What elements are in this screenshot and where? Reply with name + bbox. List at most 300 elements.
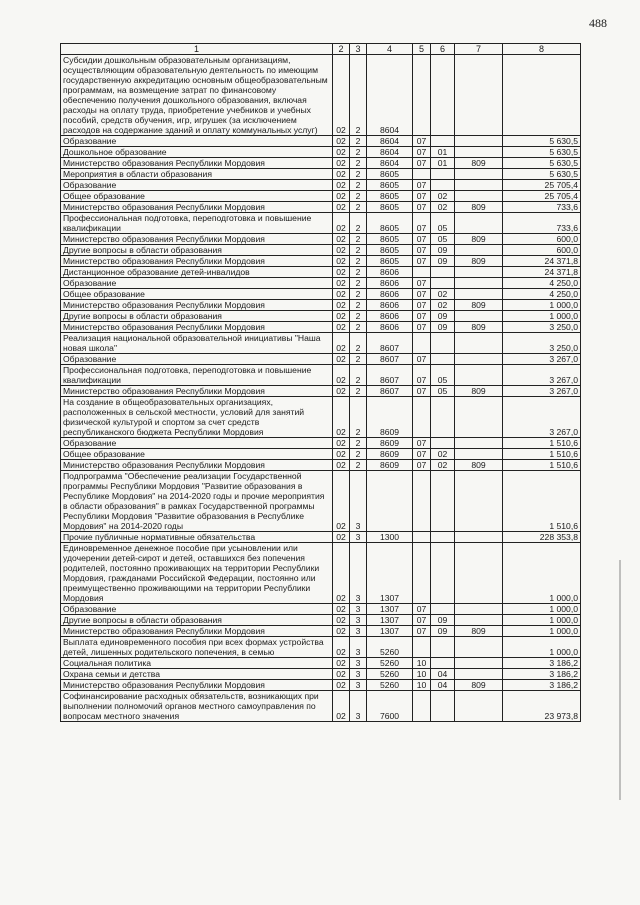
amount-cell: 3 250,0 (503, 333, 581, 354)
header-cell: 2 (333, 44, 350, 55)
code-pr-cell: 2 (350, 449, 367, 460)
table-row (61, 180, 581, 191)
code-pr-cell: 2 (350, 354, 367, 365)
code-subsection-cell: 09 (431, 626, 455, 637)
code-pr-cell: 2 (350, 438, 367, 449)
code-pr-cell: 2 (350, 300, 367, 311)
code-rz-cell: 02 (333, 386, 350, 397)
code-pr-cell: 3 (350, 669, 367, 680)
row-label-cell: Министерство образования Республики Мордовия (61, 202, 333, 213)
code-subsection-cell: 05 (431, 213, 455, 234)
table-row (61, 615, 581, 626)
code-section-cell: 07 (413, 449, 431, 460)
amount-cell: 1 510,6 (503, 460, 581, 471)
code-rz-cell: 02 (333, 158, 350, 169)
code-section-cell (413, 471, 431, 532)
code-pr-cell: 3 (350, 532, 367, 543)
code-rz-cell: 02 (333, 471, 350, 532)
code-section-cell: 07 (413, 438, 431, 449)
row-label-cell: Дистанционное образование детей-инвалидов (61, 267, 333, 278)
code-section-cell: 07 (413, 604, 431, 615)
code-vr-cell: 809 (455, 322, 503, 333)
code-rz-cell: 02 (333, 267, 350, 278)
row-label-cell: Министерство образования Республики Мордовия (61, 158, 333, 169)
code-rz-cell: 02 (333, 365, 350, 386)
amount-cell: 1 000,0 (503, 626, 581, 637)
code-rz-cell: 02 (333, 637, 350, 658)
amount-cell: 1 510,6 (503, 449, 581, 460)
code-rz-cell: 02 (333, 532, 350, 543)
row-label-cell: Министерство образования Республики Мордовия (61, 256, 333, 267)
code-rz-cell: 02 (333, 180, 350, 191)
code-section-cell: 10 (413, 658, 431, 669)
code-vr-cell: 809 (455, 680, 503, 691)
code-vr-cell (455, 604, 503, 615)
code-csr-cell: 8609 (367, 397, 413, 438)
code-subsection-cell: 02 (431, 191, 455, 202)
code-section-cell: 10 (413, 680, 431, 691)
code-pr-cell: 2 (350, 234, 367, 245)
code-section-cell: 10 (413, 669, 431, 680)
row-label-cell: Другие вопросы в области образования (61, 245, 333, 256)
table-row (61, 158, 581, 169)
amount-cell: 25 705,4 (503, 191, 581, 202)
table-row (61, 680, 581, 691)
row-label-cell: Образование (61, 180, 333, 191)
code-vr-cell (455, 669, 503, 680)
code-csr-cell: 8605 (367, 180, 413, 191)
code-vr-cell (455, 615, 503, 626)
code-rz-cell: 02 (333, 202, 350, 213)
header-cell: 7 (455, 44, 503, 55)
row-label-cell: Подпрограмма "Обеспечение реализации Государственной программы Республики Мордовия "Развитие образования в Республике Мордовия" на 2014-2020 годы и прочие мероприятия в области образования" в рамках Государственной программы Республики Мордовия "Развитие образования в Республике Мордовия" на 2014-2020 годы (61, 471, 333, 532)
code-subsection-cell: 02 (431, 202, 455, 213)
table-row (61, 365, 581, 386)
row-label-cell: Профессиональная подготовка, переподготовка и повышение квалификации (61, 213, 333, 234)
code-vr-cell: 809 (455, 386, 503, 397)
code-pr-cell: 2 (350, 460, 367, 471)
table-row (61, 278, 581, 289)
table-row (61, 604, 581, 615)
table-header-row (61, 44, 581, 55)
code-vr-cell (455, 311, 503, 322)
code-rz-cell: 02 (333, 354, 350, 365)
code-vr-cell: 809 (455, 460, 503, 471)
amount-cell: 3 186,2 (503, 658, 581, 669)
amount-cell: 3 250,0 (503, 322, 581, 333)
table-row (61, 333, 581, 354)
code-pr-cell: 3 (350, 626, 367, 637)
row-label-cell: Образование (61, 438, 333, 449)
header-cell: 5 (413, 44, 431, 55)
code-pr-cell: 2 (350, 202, 367, 213)
code-vr-cell (455, 438, 503, 449)
code-rz-cell: 02 (333, 543, 350, 604)
code-subsection-cell: 01 (431, 147, 455, 158)
amount-cell: 1 510,6 (503, 471, 581, 532)
code-vr-cell (455, 637, 503, 658)
code-section-cell: 07 (413, 460, 431, 471)
code-rz-cell: 02 (333, 449, 350, 460)
code-vr-cell: 809 (455, 158, 503, 169)
code-csr-cell: 8605 (367, 169, 413, 180)
code-pr-cell: 2 (350, 289, 367, 300)
code-section-cell: 07 (413, 386, 431, 397)
code-csr-cell: 8604 (367, 147, 413, 158)
amount-cell: 25 705,4 (503, 180, 581, 191)
code-subsection-cell (431, 471, 455, 532)
code-vr-cell (455, 245, 503, 256)
code-vr-cell (455, 658, 503, 669)
code-vr-cell (455, 213, 503, 234)
code-subsection-cell (431, 543, 455, 604)
amount-cell: 24 371,8 (503, 267, 581, 278)
code-pr-cell: 3 (350, 680, 367, 691)
code-section-cell: 07 (413, 213, 431, 234)
code-pr-cell: 2 (350, 136, 367, 147)
code-section-cell: 07 (413, 626, 431, 637)
code-pr-cell: 3 (350, 615, 367, 626)
code-pr-cell: 2 (350, 169, 367, 180)
code-csr-cell: 8607 (367, 333, 413, 354)
table-row (61, 386, 581, 397)
amount-cell: 3 267,0 (503, 397, 581, 438)
code-csr-cell: 8606 (367, 278, 413, 289)
code-rz-cell: 02 (333, 604, 350, 615)
code-rz-cell: 02 (333, 300, 350, 311)
code-csr-cell: 8607 (367, 365, 413, 386)
code-subsection-cell (431, 267, 455, 278)
amount-cell: 733,6 (503, 213, 581, 234)
code-csr-cell: 8604 (367, 136, 413, 147)
code-rz-cell: 02 (333, 234, 350, 245)
table-row (61, 658, 581, 669)
code-csr-cell: 1307 (367, 604, 413, 615)
row-label-cell: Министерство образования Республики Мордовия (61, 322, 333, 333)
code-pr-cell: 2 (350, 311, 367, 322)
table-row (61, 669, 581, 680)
code-csr-cell: 8605 (367, 245, 413, 256)
amount-cell: 1 000,0 (503, 604, 581, 615)
code-pr-cell: 2 (350, 333, 367, 354)
code-pr-cell: 2 (350, 256, 367, 267)
table-row (61, 322, 581, 333)
code-vr-cell: 809 (455, 234, 503, 245)
header-cell: 8 (503, 44, 581, 55)
code-rz-cell: 02 (333, 213, 350, 234)
table-row (61, 191, 581, 202)
code-section-cell (413, 532, 431, 543)
row-label-cell: Министерство образования Республики Мордовия (61, 460, 333, 471)
code-csr-cell: 8605 (367, 256, 413, 267)
code-csr-cell: 8604 (367, 55, 413, 136)
amount-cell: 600,0 (503, 234, 581, 245)
code-vr-cell (455, 278, 503, 289)
code-subsection-cell: 09 (431, 322, 455, 333)
code-csr-cell: 1307 (367, 615, 413, 626)
table-row (61, 234, 581, 245)
code-pr-cell: 2 (350, 245, 367, 256)
code-csr-cell (367, 471, 413, 532)
code-subsection-cell (431, 55, 455, 136)
code-csr-cell: 1300 (367, 532, 413, 543)
scan-edge-mark (619, 560, 621, 800)
table-row (61, 169, 581, 180)
code-section-cell (413, 169, 431, 180)
code-rz-cell: 02 (333, 256, 350, 267)
code-subsection-cell (431, 136, 455, 147)
table-row (61, 691, 581, 722)
code-pr-cell: 2 (350, 278, 367, 289)
row-label-cell: Мероприятия в области образования (61, 169, 333, 180)
code-pr-cell: 2 (350, 397, 367, 438)
table-row (61, 136, 581, 147)
code-csr-cell: 8606 (367, 300, 413, 311)
code-rz-cell: 02 (333, 191, 350, 202)
code-csr-cell: 7600 (367, 691, 413, 722)
row-label-cell: Общее образование (61, 289, 333, 300)
code-vr-cell (455, 55, 503, 136)
code-subsection-cell (431, 438, 455, 449)
code-vr-cell: 809 (455, 202, 503, 213)
code-subsection-cell: 02 (431, 449, 455, 460)
code-rz-cell: 02 (333, 333, 350, 354)
code-pr-cell: 3 (350, 637, 367, 658)
code-subsection-cell (431, 604, 455, 615)
table-row (61, 147, 581, 158)
code-vr-cell (455, 169, 503, 180)
code-vr-cell (455, 543, 503, 604)
amount-cell: 4 250,0 (503, 278, 581, 289)
code-section-cell: 07 (413, 234, 431, 245)
amount-cell: 5 630,5 (503, 136, 581, 147)
code-subsection-cell: 04 (431, 680, 455, 691)
code-csr-cell: 8609 (367, 449, 413, 460)
table-row (61, 626, 581, 637)
code-subsection-cell: 02 (431, 289, 455, 300)
code-subsection-cell: 09 (431, 311, 455, 322)
amount-cell: 23 973,8 (503, 691, 581, 722)
amount-cell: 733,6 (503, 202, 581, 213)
code-csr-cell: 8605 (367, 191, 413, 202)
page-number: 488 (589, 16, 607, 30)
row-label-cell: Образование (61, 354, 333, 365)
code-subsection-cell: 05 (431, 234, 455, 245)
code-pr-cell: 2 (350, 55, 367, 136)
code-vr-cell (455, 289, 503, 300)
code-rz-cell: 02 (333, 55, 350, 136)
code-rz-cell: 02 (333, 311, 350, 322)
code-csr-cell: 1307 (367, 543, 413, 604)
code-vr-cell: 809 (455, 626, 503, 637)
row-label-cell: Дошкольное образование (61, 147, 333, 158)
table-row (61, 438, 581, 449)
code-pr-cell: 2 (350, 147, 367, 158)
code-vr-cell (455, 267, 503, 278)
code-section-cell: 07 (413, 300, 431, 311)
code-rz-cell: 02 (333, 658, 350, 669)
table-row (61, 245, 581, 256)
code-csr-cell: 8606 (367, 267, 413, 278)
amount-cell: 228 353,8 (503, 532, 581, 543)
code-section-cell: 07 (413, 191, 431, 202)
code-rz-cell: 02 (333, 245, 350, 256)
amount-cell: 5 630,5 (503, 169, 581, 180)
code-pr-cell: 2 (350, 213, 367, 234)
code-section-cell: 07 (413, 245, 431, 256)
code-section-cell (413, 333, 431, 354)
code-vr-cell (455, 136, 503, 147)
code-subsection-cell (431, 658, 455, 669)
code-rz-cell: 02 (333, 169, 350, 180)
code-pr-cell: 3 (350, 471, 367, 532)
code-section-cell: 07 (413, 180, 431, 191)
table-row (61, 397, 581, 438)
code-section-cell: 07 (413, 278, 431, 289)
row-label-cell: Образование (61, 278, 333, 289)
code-section-cell (413, 637, 431, 658)
row-label-cell: Профессиональная подготовка, переподготовка и повышение квалификации (61, 365, 333, 386)
table-row (61, 213, 581, 234)
code-pr-cell: 2 (350, 191, 367, 202)
code-rz-cell: 02 (333, 136, 350, 147)
code-pr-cell: 3 (350, 604, 367, 615)
code-csr-cell: 5260 (367, 658, 413, 669)
code-vr-cell (455, 147, 503, 158)
code-section-cell: 07 (413, 158, 431, 169)
code-subsection-cell: 05 (431, 365, 455, 386)
table-row (61, 300, 581, 311)
code-pr-cell: 3 (350, 658, 367, 669)
code-rz-cell: 02 (333, 147, 350, 158)
code-csr-cell: 8607 (367, 386, 413, 397)
row-label-cell: Образование (61, 604, 333, 615)
code-subsection-cell (431, 333, 455, 354)
code-section-cell (413, 55, 431, 136)
code-rz-cell: 02 (333, 397, 350, 438)
table-row (61, 449, 581, 460)
code-vr-cell (455, 449, 503, 460)
code-csr-cell: 8606 (367, 322, 413, 333)
code-rz-cell: 02 (333, 322, 350, 333)
code-section-cell: 07 (413, 354, 431, 365)
row-label-cell: Министерство образования Республики Мордовия (61, 680, 333, 691)
code-vr-cell (455, 532, 503, 543)
code-pr-cell: 2 (350, 158, 367, 169)
amount-cell: 3 186,2 (503, 669, 581, 680)
amount-cell: 3 267,0 (503, 365, 581, 386)
row-label-cell: Единовременное денежное пособие при усыновлении или удочерении детей-сирот и детей, оставшихся без попечения родителей, постоянно проживающих на территории Республики Мордовия, гражданами Российской Федерации, постоянно или преимущественно проживающими на территории Республики Мордовия (61, 543, 333, 604)
code-pr-cell: 2 (350, 386, 367, 397)
code-section-cell: 07 (413, 256, 431, 267)
code-pr-cell: 2 (350, 180, 367, 191)
code-vr-cell (455, 471, 503, 532)
code-pr-cell: 3 (350, 691, 367, 722)
amount-cell (503, 55, 581, 136)
code-rz-cell: 02 (333, 669, 350, 680)
code-section-cell: 07 (413, 289, 431, 300)
row-label-cell: Выплата единовременного пособия при всех формах устройства детей, лишенных родительского попечения, в семью (61, 637, 333, 658)
code-section-cell: 07 (413, 365, 431, 386)
row-label-cell: Реализация национальной образовательной инициативы "Наша новая школа" (61, 333, 333, 354)
amount-cell: 600,0 (503, 245, 581, 256)
code-subsection-cell: 01 (431, 158, 455, 169)
code-csr-cell: 5260 (367, 669, 413, 680)
code-rz-cell: 02 (333, 278, 350, 289)
code-subsection-cell: 02 (431, 460, 455, 471)
code-rz-cell: 02 (333, 615, 350, 626)
code-subsection-cell (431, 354, 455, 365)
code-section-cell (413, 543, 431, 604)
code-subsection-cell: 04 (431, 669, 455, 680)
table-row (61, 311, 581, 322)
code-subsection-cell: 09 (431, 615, 455, 626)
code-section-cell: 07 (413, 322, 431, 333)
code-section-cell: 07 (413, 136, 431, 147)
code-vr-cell: 809 (455, 300, 503, 311)
amount-cell: 3 267,0 (503, 354, 581, 365)
row-label-cell: Общее образование (61, 191, 333, 202)
code-rz-cell: 02 (333, 691, 350, 722)
row-label-cell: Министерство образования Республики Мордовия (61, 234, 333, 245)
code-csr-cell: 8604 (367, 158, 413, 169)
code-section-cell: 07 (413, 147, 431, 158)
code-section-cell (413, 691, 431, 722)
code-vr-cell (455, 397, 503, 438)
amount-cell: 1 000,0 (503, 300, 581, 311)
row-label-cell: Образование (61, 136, 333, 147)
table-row (61, 256, 581, 267)
row-label-cell: Министерство образования Республики Мордовия (61, 300, 333, 311)
amount-cell: 1 000,0 (503, 543, 581, 604)
code-section-cell: 07 (413, 202, 431, 213)
row-label-cell: Софинансирование расходных обязательств, возникающих при выполнении полномочий органов местного самоуправления по вопросам местного значения (61, 691, 333, 722)
amount-cell: 3 186,2 (503, 680, 581, 691)
code-csr-cell: 1307 (367, 626, 413, 637)
table-row (61, 267, 581, 278)
table-row (61, 289, 581, 300)
code-rz-cell: 02 (333, 289, 350, 300)
code-subsection-cell (431, 637, 455, 658)
code-vr-cell (455, 333, 503, 354)
table-row (61, 202, 581, 213)
code-csr-cell: 8606 (367, 289, 413, 300)
row-label-cell: Охрана семьи и детства (61, 669, 333, 680)
code-pr-cell: 2 (350, 365, 367, 386)
code-section-cell: 07 (413, 311, 431, 322)
code-rz-cell: 02 (333, 438, 350, 449)
amount-cell: 24 371,8 (503, 256, 581, 267)
code-rz-cell: 02 (333, 680, 350, 691)
header-cell: 4 (367, 44, 413, 55)
code-subsection-cell (431, 532, 455, 543)
table-row (61, 532, 581, 543)
table-row (61, 354, 581, 365)
code-subsection-cell (431, 397, 455, 438)
row-label-cell: Другие вопросы в области образования (61, 615, 333, 626)
amount-cell: 5 630,5 (503, 147, 581, 158)
code-subsection-cell: 02 (431, 300, 455, 311)
code-csr-cell: 8605 (367, 213, 413, 234)
header-cell: 6 (431, 44, 455, 55)
code-csr-cell: 5260 (367, 637, 413, 658)
code-csr-cell: 8605 (367, 202, 413, 213)
code-section-cell (413, 397, 431, 438)
code-vr-cell (455, 365, 503, 386)
table-row (61, 637, 581, 658)
code-csr-cell: 8607 (367, 354, 413, 365)
code-vr-cell (455, 191, 503, 202)
